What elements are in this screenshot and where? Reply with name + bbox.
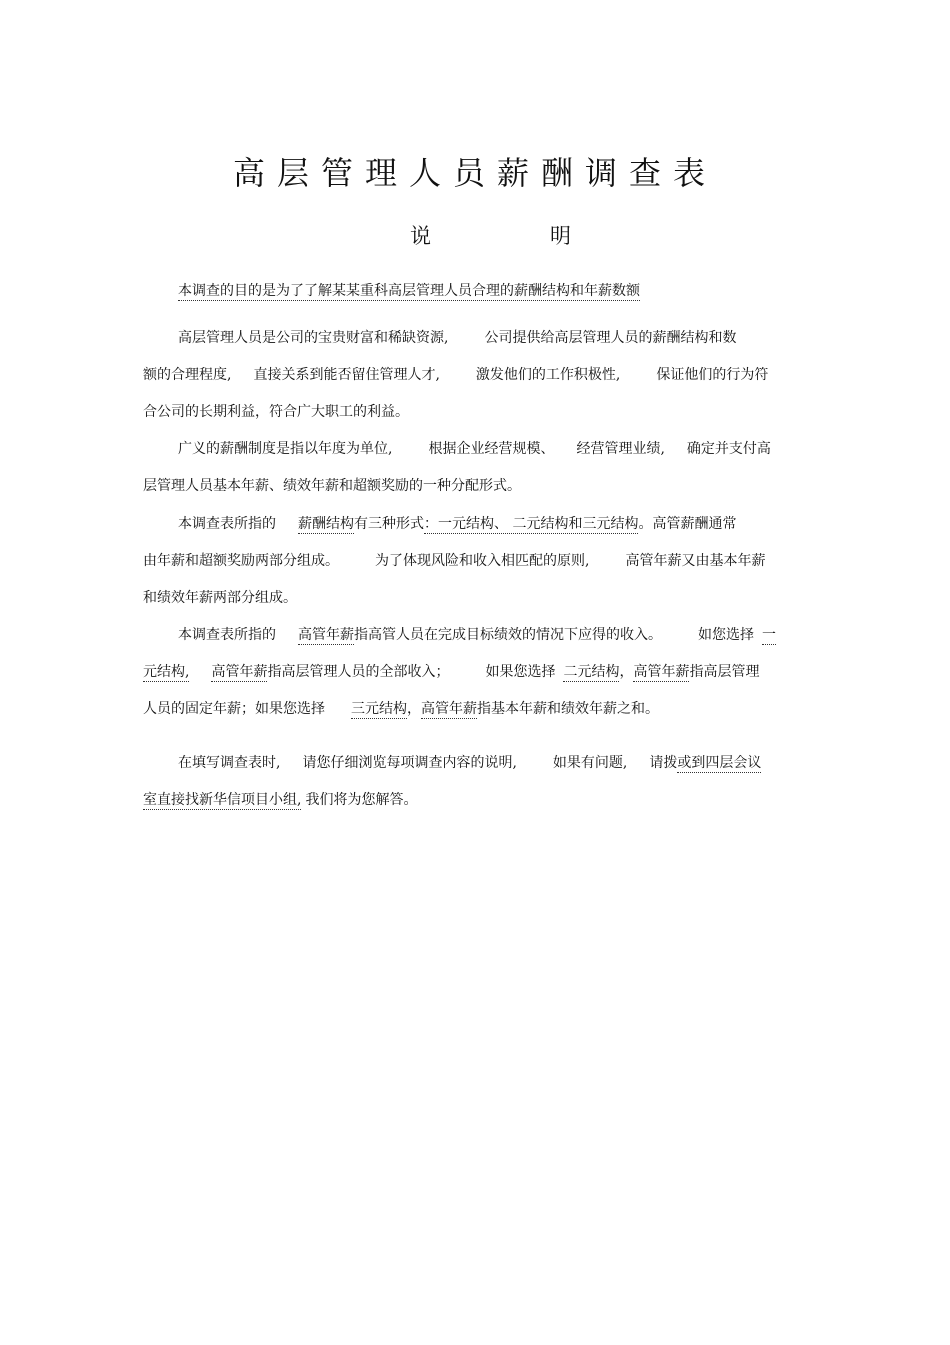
text: 合公司的长期利益，符合广大职工的利益。 [143, 404, 409, 420]
purpose-text: 本调查的目的是为了了解某某重科高层管理人员合理的薪酬结构和年薪数额 [178, 283, 640, 299]
text: 。高管薪酬通常 [638, 516, 737, 532]
text: 为了体现风险和收入相匹配的原则, [375, 553, 590, 569]
contact-team: 室直接找新华信项目小组, [143, 792, 302, 808]
option-two-tier: 二元结构 [563, 664, 620, 680]
text: 广义的薪酬制度是指以年度为单位, [178, 441, 393, 457]
text: 如您选择 [698, 627, 754, 643]
option-one-tier-start: 一 [762, 627, 776, 643]
text: 请您仔细浏览每项调查内容的说明, [302, 755, 517, 771]
text: 由年薪和超额奖励两部分组成。 [143, 553, 339, 569]
text: 本调查表所指的 [178, 516, 276, 532]
text: 公司提供给高层管理人员的薪酬结构和数 [484, 330, 737, 346]
text: 指高管人员在完成目标绩效的情况下应得的收入。 [354, 627, 662, 643]
text: 层管理人员基本年薪、绩效年薪和超额奖励的一种分配形式。 [143, 478, 521, 494]
text: 有三种形式 [354, 516, 424, 532]
text: ， [407, 701, 421, 717]
text: 指基本年薪和绩效年薪之和。 [477, 701, 659, 717]
text: 额的合理程度, [143, 367, 232, 383]
text: 和绩效年薪两部分组成。 [143, 590, 297, 606]
text: 保证他们的行为符 [656, 367, 769, 383]
paragraph-importance [143, 320, 808, 431]
text: 我们将为您解答。 [305, 792, 418, 808]
text: 如果您选择 [485, 664, 556, 680]
term-annual-salary: 高管年薪 [633, 664, 690, 680]
text: 直接关系到能否留住管理人才, [253, 367, 440, 383]
paragraph-definition [143, 431, 808, 505]
text: 激发他们的工作积极性, [475, 367, 621, 383]
term-salary-structure: 薪酬结构 [298, 516, 354, 532]
term-annual-salary: 高管年薪 [211, 664, 268, 680]
page-title: 高层管理人员薪酬调查表 [232, 154, 717, 192]
paragraph-contact [143, 745, 808, 819]
text: 指高层管理 [689, 664, 760, 680]
text: ， [619, 664, 634, 680]
text: 高管年薪又由基本年薪 [625, 553, 766, 569]
text: 经营管理业绩, [576, 441, 665, 457]
section-heading-right: 明 [550, 224, 571, 248]
text: 高层管理人员是公司的宝贵财富和稀缺资源, [178, 330, 449, 346]
purpose-paragraph [143, 273, 808, 310]
text: 指高层管理人员的全部收入； [267, 664, 450, 680]
text: 确定并支付高 [686, 441, 771, 457]
option-one-tier-end: 元结构, [143, 664, 190, 680]
text: 请拨 [649, 755, 678, 771]
text: 根据企业经营规模、 [428, 441, 555, 457]
term-annual-salary: 高管年薪 [298, 627, 354, 643]
text: 如果有问题, [552, 755, 628, 771]
term-annual-salary: 高管年薪 [421, 701, 477, 717]
text: 人员的固定年薪；如果您选择 [143, 701, 325, 717]
structure-options: ：一元结构、 二元结构和三元结构 [424, 516, 639, 532]
text: 本调查表所指的 [178, 627, 276, 643]
option-three-tier: 三元结构 [351, 701, 407, 717]
section-heading-left: 说 [410, 224, 431, 248]
paragraph-salary-structure [143, 506, 808, 617]
contact-location: 或到四层会议 [677, 755, 762, 771]
text: 在填写调查表时, [178, 755, 281, 771]
paragraph-annual-salary [143, 617, 808, 728]
